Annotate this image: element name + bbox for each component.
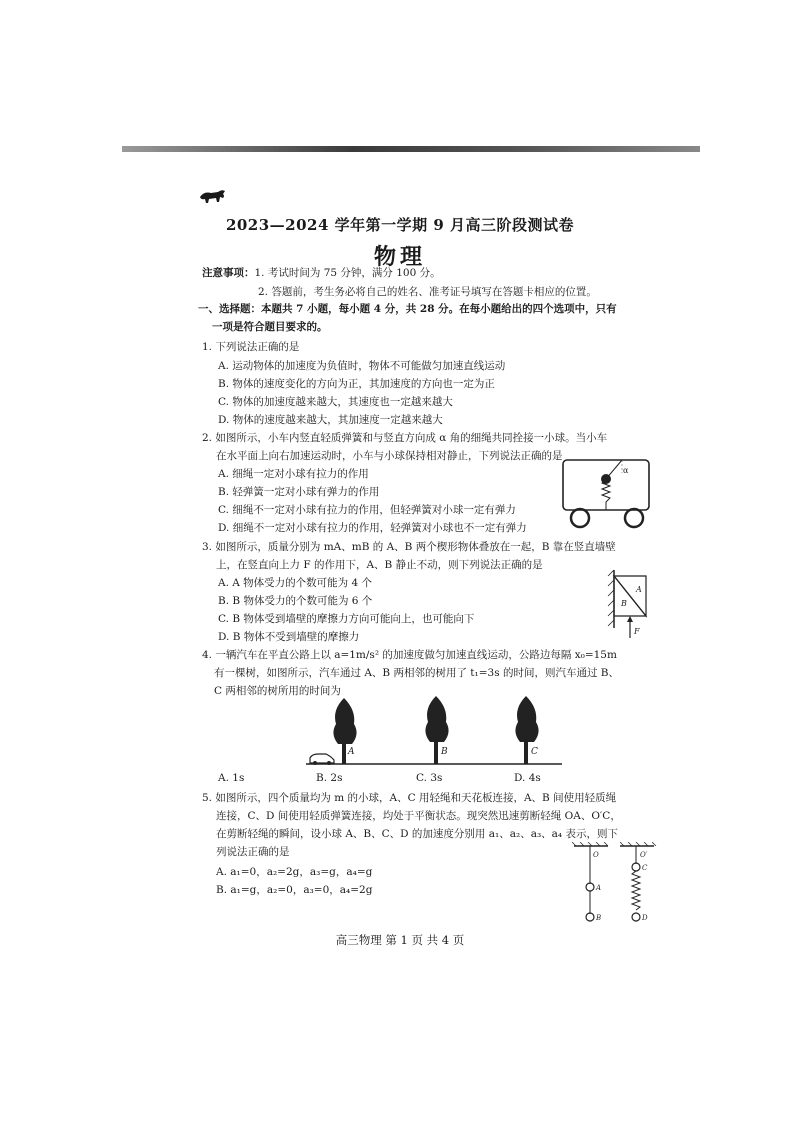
notes-label: 注意事项： <box>202 267 255 279</box>
q1-option-b: B. 物体的速度变化的方向为正，其加速度的方向也一定为正 <box>218 378 495 390</box>
scan-top-edge <box>122 146 700 152</box>
q3-stem-2: 上，在竖直向上力 F 的作用下，A、B 静止不动，则下列说法正确的是 <box>216 559 543 571</box>
q5-stem-4: 列说法正确的是 <box>216 846 290 858</box>
section-heading: 一、选择题：本题共 7 小题，每小题 4 分，共 28 分。在每小题给出的四个选项中，只有 <box>198 303 617 315</box>
q2-stem-1: 2. 如图所示，小车内竖直轻质弹簧和与竖直方向成 α 角的细绳共同拴接一小球。当小车 <box>202 432 608 444</box>
q3-wedge-figure <box>606 568 658 642</box>
q5-hanging-figure <box>568 842 664 924</box>
q5-stem-2: 连接，C、D 间使用轻质弹簧连接，均处于平衡状态。现突然迅速剪断轻绳 OA、O′C， <box>216 810 621 822</box>
q1-option-d: D. 物体的速度越来越大，其加速度一定越来越大 <box>218 414 443 426</box>
q5-option-a: A. a₁=0，a₂=2g，a₃=g，a₄=g <box>216 866 373 878</box>
notes-block <box>202 266 441 280</box>
car-icon <box>310 754 334 765</box>
q5-label-o: O <box>593 851 599 859</box>
q2-option-d: D. 细绳不一定对小球有拉力的作用，轻弹簧对小球也不一定有弹力 <box>218 522 527 534</box>
q2-option-b: B. 轻弹簧一定对小球有弹力的作用 <box>218 486 380 498</box>
q3-stem-1: 3. 如图所示，质量分别为 mA、mB 的 A、B 两个楔形物体叠放在一起，B 靠在竖直墙壁 <box>202 541 616 553</box>
q5-label-d: D <box>642 914 648 922</box>
q3-option-a: A. A 物体受力的个数可能为 4 个 <box>218 577 373 589</box>
section-heading-2: 一项是符合题目要求的。 <box>212 321 328 333</box>
tree-a-label: A <box>348 747 355 757</box>
notes-item-2: 2. 答题前，考生务必将自己的姓名、准考证号填写在答题卡相应的位置。 <box>258 286 597 298</box>
q5-option-b: B. a₁=g，a₂=0，a₃=0，a₄=2g <box>216 884 373 896</box>
q4-option-b: B. 2s <box>316 772 343 784</box>
q3-option-b: B. B 物体受力的个数可能为 6 个 <box>218 595 373 607</box>
q3-label-a: A <box>636 585 642 594</box>
q5-stem-3: 在剪断轻绳的瞬间，设小球 A、B、C、D 的加速度分别用 a₁、a₂、a₃、a₄ 表示，则下 <box>216 828 618 840</box>
q2-option-a: A. 细绳一定对小球有拉力的作用 <box>218 468 369 480</box>
q5-label-c: C <box>642 864 648 872</box>
bull-logo-icon <box>198 188 228 206</box>
q4-stem-3: C 两相邻的树所用的时间为 <box>214 685 341 697</box>
q5-label-b: B <box>596 914 602 922</box>
q4-option-c: C. 3s <box>416 772 443 784</box>
q5-label-o-prime: O′ <box>640 851 648 859</box>
q4-option-a: A. 1s <box>218 772 245 784</box>
q1-stem: 1. 下列说法正确的是 <box>202 341 300 353</box>
q5-stem-1: 5. 如图所示，四个质量均为 m 的小球，A、C 用轻绳和天花板连接，A、B 间使用轻质绳 <box>202 792 617 804</box>
q4-option-d: D. 4s <box>514 772 541 784</box>
tree-b-label: B <box>441 747 448 757</box>
tree-c-label: C <box>531 747 538 757</box>
q5-label-a: A <box>596 884 602 892</box>
q2-stem-2: 在水平面上向右加速运动时，小车与小球保持相对静止，下列说法正确的是 <box>216 450 563 462</box>
q2-option-c: C. 细绳不一定对小球有拉力的作用，但轻弹簧对小球一定有弹力 <box>218 504 516 516</box>
q4-trees-figure <box>304 694 564 768</box>
q3-option-d: D. B 物体不受到墙壁的摩擦力 <box>218 631 360 643</box>
exam-title: 2023—2024 学年第一学期 9 月高三阶段测试卷 <box>225 216 575 234</box>
q2-cart-figure <box>560 457 654 529</box>
q1-option-c: C. 物体的加速度越来越大，其速度也一定越来越大 <box>218 396 453 408</box>
q4-stem-2: 有一棵树，如图所示，汽车通过 A、B 两相邻的树用了 t₁=3s 的时间，则汽车通过 B、 <box>214 667 619 679</box>
q4-stem-1: 4. 一辆汽车在平直公路上以 a=1m/s² 的加速度做匀加速直线运动，公路边每隔 x₀=15m <box>202 649 617 661</box>
q3-option-c: C. B 物体受到墙壁的摩擦力方向可能向上，也可能向下 <box>218 613 475 625</box>
notes-item-1: 1. 考试时间为 75 分钟，满分 100 分。 <box>254 267 441 279</box>
page-footer: 高三物理 第 1 页 共 4 页 <box>335 933 465 947</box>
exam-subject: 物理 <box>373 244 426 270</box>
q1-option-a: A. 运动物体的加速度为负值时，物体不可能做匀加速直线运动 <box>218 360 506 372</box>
q3-label-b: B <box>621 599 627 608</box>
q3-label-f: F <box>634 627 640 636</box>
q2-angle-label: α <box>623 466 629 475</box>
